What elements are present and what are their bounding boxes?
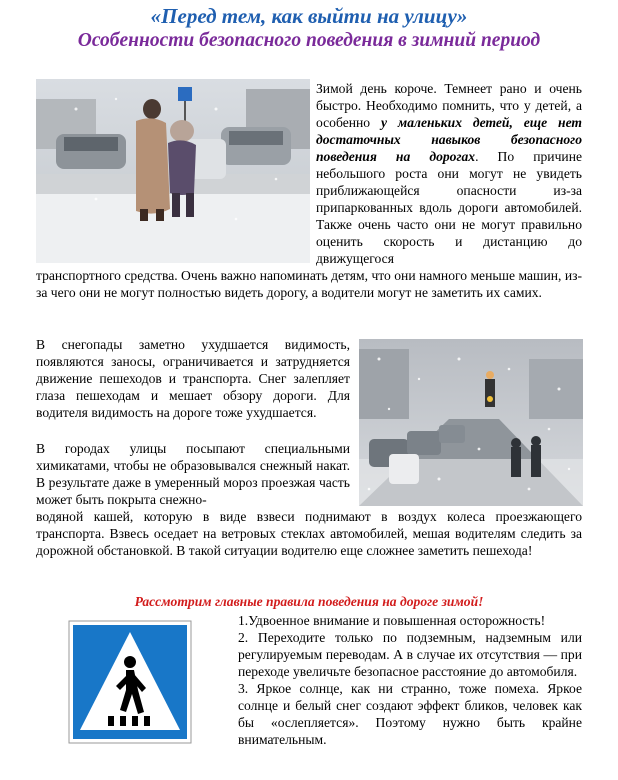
page-title: «Перед тем, как выйти на улицу» — [150, 4, 468, 28]
paragraph-snowfall: В снегопады заметно ухудшается видимость, появляются заносы, ограничивается и затрудняется движение пешеходов и транспорта. Снег залепляет глаза пешеходам и мешает обзору дороги. Для водителя видимость на дороге тоже ухудшается. — [36, 337, 350, 420]
list-item: 3. Яркое солнце, как ни странно, тоже помеха. Яркое солнце и белый снег создают эффект бликов, человек как бы «ослепляется». Поэтому нужно быть крайне внимательным. — [238, 681, 582, 747]
paragraph-chemicals-continued: водяной кашей, которую в виде взвеси поднимают в воздух колеса проезжающего транспорта. Взвесь оседает на ветровых стеклах автомобилей, мешая водителям следить за дорожной обстановкой. В такой ситуации водителю еще сложнее заметить пешехода! — [36, 509, 582, 558]
paragraph-short-day-continued: транспортного средства. Очень важно напоминать детям, что они намного меньше машин, из-за чего они не могут полностью видеть дорогу, а водители могут не заметить их самих. — [36, 268, 582, 300]
photo-snowstorm-traffic — [359, 339, 583, 506]
paragraph-chemicals: В городах улицы посыпают специальными химикатами, чтобы не образовывался снежный накат. В результате даже в умеренный мороз проезжая часть может быть покрыта снежно- — [36, 441, 350, 507]
page-subtitle: Особенности безопасного поведения в зимний период — [77, 30, 541, 51]
emphasis-small-children: у маленьких детей, еще нет достаточных навыков безопасного поведения на дорогах — [316, 115, 582, 164]
rules-heading: Рассмотрим главные правила поведения на дороге зимой! — [134, 594, 484, 609]
pedestrian-crossing-sign-icon — [68, 620, 192, 744]
list-item: 2. Переходите только по подземным, надземным или регулируемым переводам. А в случае их отсутствия — при переходе увеличьте безопасное расстояние до автомобиля. — [238, 630, 582, 679]
photo-winter-crossing — [36, 79, 310, 263]
list-item: 1.Удвоенное внимание и повышенная осторожность! — [238, 613, 546, 628]
paragraph-short-day: Зимой день короче. Темнеет рано и очень быстро. Необходимо помнить, что у детей, а особенно у маленьких детей, еще нет достаточных навыков безопасного поведения на дорогах. По причине небольшого роста они могут не увидеть приближающейся опасности из-за припаркованных вдоль дороги автомобилей. Также очень часто они не могут правильно оценить скорость и дистанцию до движущегося — [316, 81, 582, 266]
rules-list — [238, 612, 582, 748]
